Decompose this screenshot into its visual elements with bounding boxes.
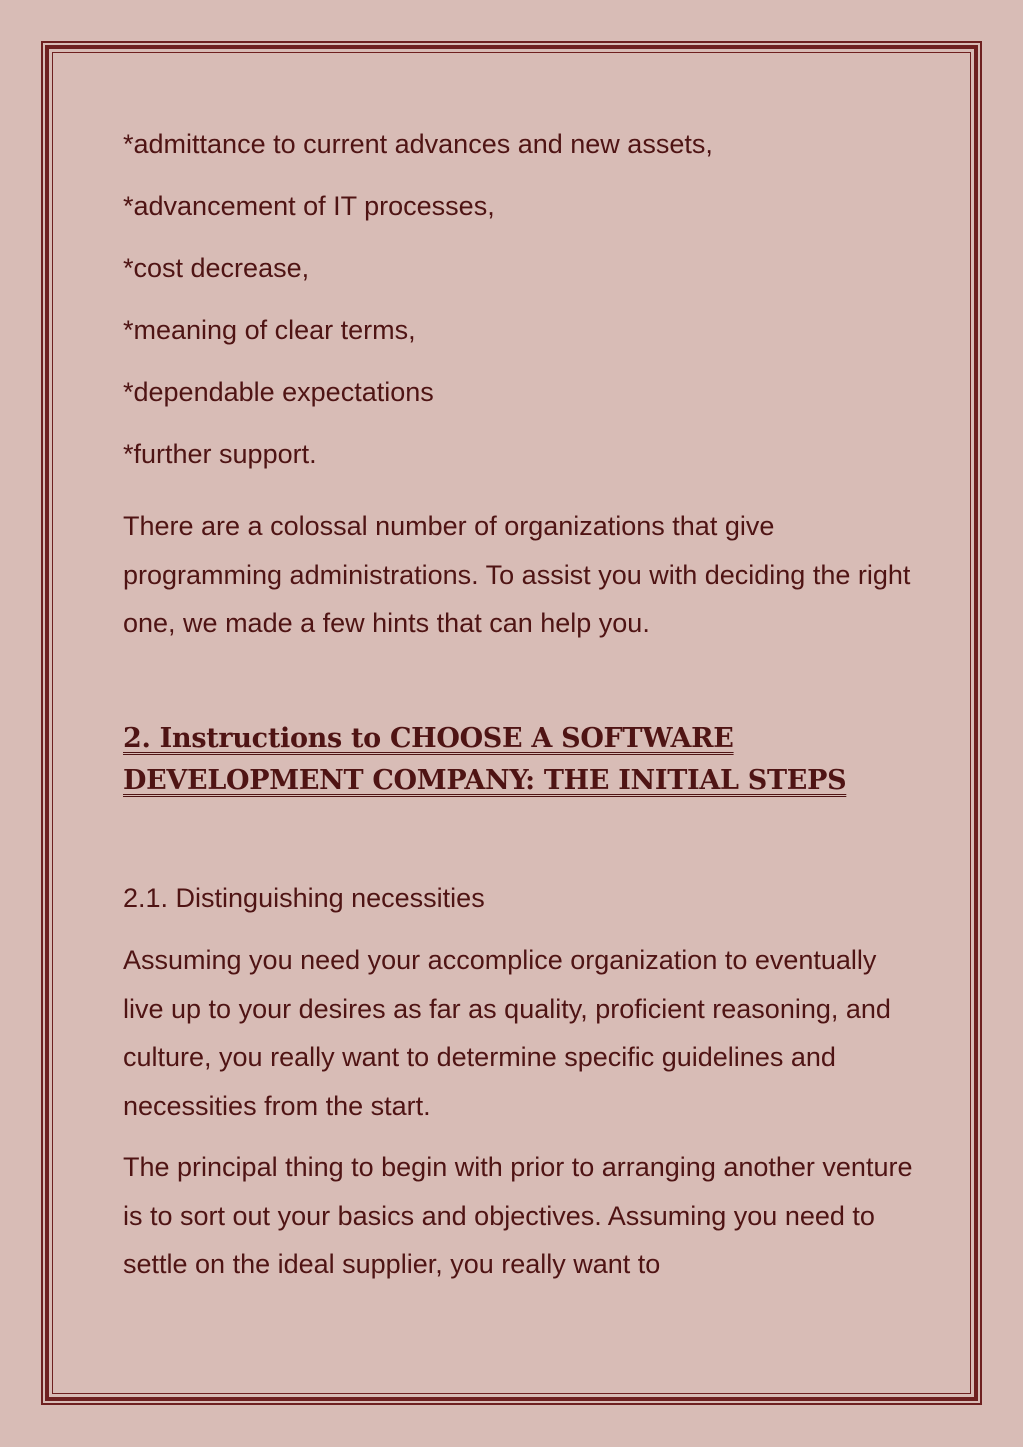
top-content — [123, 126, 913, 648]
bullet-item: *further support. — [123, 439, 317, 469]
bullet-item: *admittance to current advances and new assets, — [123, 129, 713, 159]
subsection-heading: 2.1. Distinguishing necessities — [123, 883, 485, 913]
body-paragraph: Assuming you need your accomplice organization to eventually live up to your desires as far as quality, proficient reasoning, and culture, you really want to determine specific guidelines and necessities from the start. — [123, 945, 891, 1121]
intro-paragraph: There are a colossal number of organizations that give programming administrations. To assist you with deciding the right one, we made a few hints that can help you. — [123, 511, 911, 638]
section-heading: 2. Instructions to CHOOSE A SOFTWARE DEVELOPMENT COMPANY: THE INITIAL STEPS — [123, 723, 847, 796]
section-body — [123, 936, 913, 1289]
body-paragraph: The principal thing to begin with prior to arranging another venture is to sort out your basics and objectives. Assuming you need to settle on the ideal supplier, you really want to — [123, 1152, 913, 1279]
bullet-item: *meaning of clear terms, — [123, 315, 416, 345]
bullet-item: *dependable expectations — [123, 377, 434, 407]
bullet-item: *cost decrease, — [123, 253, 310, 283]
bullet-item: *advancement of IT processes, — [123, 191, 495, 221]
